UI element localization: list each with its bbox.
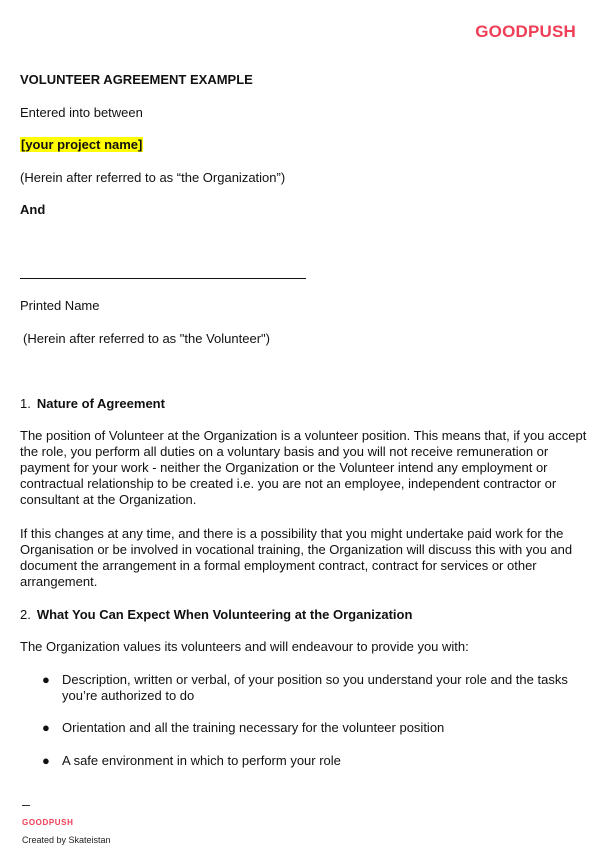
project-name-highlight: [your project name] [21,137,143,152]
signature-line [20,278,306,279]
bullet-icon: ● [42,672,50,687]
section-2-number: 2. [20,607,31,622]
list-item-text: A safe environment in which to perform your role [62,753,341,768]
section-2-heading [20,607,412,622]
project-name-placeholder [20,137,143,152]
section-2-intro: The Organization values its volunteers and will endeavour to provide you with: [20,639,469,654]
footer-dash [22,805,30,806]
footer-logo: GOODPUSH [22,818,74,827]
bullet-icon: ● [42,720,50,735]
section-1-heading [20,396,165,411]
section-2-title: What You Can Expect When Volunteering at the Organization [36,607,413,622]
section-1-paragraph-1: The position of Volunteer at the Organization is a volunteer position. This means that, if you accept the role, you perform all duties on a voluntary basis and you will not receive remuneration or payment for your work - neither the Organization or the Volunteer intend any employment or contractual relationship to be created i.e. you are not an employee, independent contractor or consultant at the Organization. [20,428,587,507]
section-1-paragraph-2: If this changes at any time, and there is a possibility that you might undertake paid work for the Organisation or be involved in vocational training, the Organization will discuss this with you and document the arrangement in a formal employment contract, contract for services or other arrangement. [20,526,573,589]
footer-credit: Created by Skateistan [22,835,111,845]
volunteer-reference: (Herein after referred to as "the Volunteer") [23,331,270,346]
and-label: And [20,202,46,217]
list-item-text: Description, written or verbal, of your position so you understand your role and the tasks you’re authorized to do [62,672,568,703]
section-1-number: 1. [20,396,31,411]
document-title: VOLUNTEER AGREEMENT EXAMPLE [20,72,253,87]
organization-reference: (Herein after referred to as “the Organization”) [20,170,286,185]
list-item [42,720,582,738]
printed-name-label: Printed Name [20,298,100,313]
list-item-text: Orientation and all the training necessary for the volunteer position [62,720,445,735]
bullet-icon: ● [42,753,50,768]
list-item [42,753,582,771]
list-item [42,672,582,706]
entered-into-text: Entered into between [20,105,143,120]
section-1-title: Nature of Agreement [36,396,165,411]
goodpush-logo: GOODPUSH [475,22,576,41]
